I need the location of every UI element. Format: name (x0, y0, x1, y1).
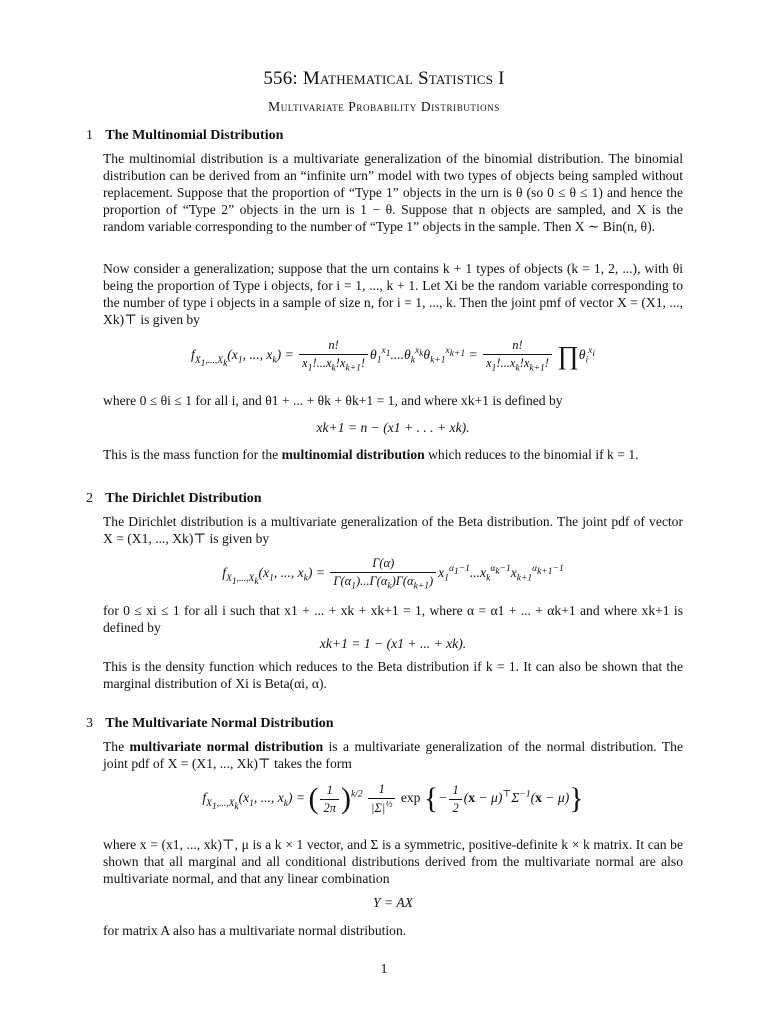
document-title (0, 68, 768, 90)
course-title: Mathematical Statistics I (302, 68, 505, 89)
equation-mvn-pdf: $f_{X_1,...,X_k}(x_1$, ..., $x_k$) = ( $\frac{1}{2\pi}$ )$^{k/2}$ $\frac{1}{|\Sigma|^{\frac{1}{2}}}$ exp {− $\frac{1}{2}$ $(x - \mu)^⊤\Sigma^{-1}(x - \mu)$} (202, 782, 584, 816)
page-number: 1 (380, 962, 388, 977)
equation-dirichlet-pdf: $f_{X_1,...,X_k}(x_1$, ..., $x_k$) = $\frac{\Gamma(\alpha)}{\Gamma(\alpha_1)...\Gamma(\alpha_k)\Gamma(\alpha_{k+1})}$ $x_1^{\alpha_1-1}...x_k^{\alpha_k-1}x_{k+1}^{\alpha_{k+1}-1}$ (222, 556, 564, 592)
equation-linear-combination: Y = AX (373, 895, 413, 910)
paragraph: where 0 ≤ θi ≤ 1 for all i, and θ1 + ... + θk + θk+1 = 1, and where xk+1 is defined by (103, 393, 563, 408)
paragraph: for matrix A also has a multivariate normal distribution. (103, 923, 407, 938)
section-heading-1 (86, 128, 283, 144)
section-title: The Dirichlet Distribution (105, 491, 262, 506)
paragraph: The multinomial distribution is a multivariate generalization of the binomial distribution. The binomial distribution can be derived from an “infinite urn” model with two types of objects being sampled without replacement. Suppose that the proportion of “Type 1” objects in the urn is θ (so 0 ≤ θ ≤ 1) and hence the proportion of “Type 2” objects in the urn is 1 − θ. Suppose that n objects are sampled, and X is the random variable corresponding to the number of “Type 1” objects in the sample. Then X ∼ Bin(n, θ). (103, 151, 683, 234)
section-number: 1 (86, 128, 93, 143)
bold-term: multinomial distribution (281, 447, 425, 462)
paragraph: where x = (x1, ..., xk)⊤, μ is a k × 1 vector, and Σ is a symmetric, positive-definite k × k matrix. It can be shown that all marginal and all conditional distributions derived from the multivariate normal are also multivariate normal, and that any linear combination (103, 837, 683, 886)
equation-multinomial-pmf: $f_{X_1,...,X_k}(x_1$, ..., $x_k$) = $\frac{n!}{x_1!...x_k!x_{k+1}!}$ $\theta_1^{x_1}....\theta_k^{x_k}\theta_{k+1}^{x_{k+1}}$ = $\frac{n!}{x_1!...x_k!x_{k+1}!}$ $\prod\theta_i^{x_i}$ (191, 338, 595, 374)
equation-xk1: xk+1 = 1 − (x1 + ... + xk). (319, 636, 467, 651)
section-number: 3 (86, 716, 93, 731)
paragraph (103, 446, 683, 463)
text: This is the mass function for the (103, 447, 282, 462)
course-number: 556: (263, 68, 298, 89)
section-heading-3 (86, 716, 334, 732)
bold-term: multivariate normal distribution (129, 739, 324, 754)
section-heading-2 (86, 491, 262, 507)
paragraph: for 0 ≤ xi ≤ 1 for all i such that x1 + ... + xk + xk+1 = 1, where α = α1 + ... + αk+1 and where xk+1 is defined by (103, 603, 683, 635)
text: is a multivariate generalization of the normal distribution. The joint pdf of X = (X1, ..., Xk)⊤ takes the form (103, 739, 683, 771)
paragraph: Now consider a generalization; suppose that the urn contains k + 1 types of objects (k = 1, 2, ...), with θi being the proportion of Type i objects, for i = 1, ..., k + 1. Let Xi be the random variable corresponding to the number of type i objects in a sample of size n, for i = 1, ..., k. Then the joint pmf of vector X = (X1, ..., Xk)⊤ is given by (103, 261, 683, 327)
text: which reduces to the binomial if k = 1. (424, 447, 639, 462)
text: The (103, 739, 130, 754)
section-title: The Multinomial Distribution (105, 128, 284, 143)
equation-xk1: xk+1 = n − (x1 + . . . + xk). (316, 420, 470, 435)
section-title: The Multivariate Normal Distribution (105, 716, 334, 731)
paragraph (103, 738, 683, 772)
paragraph: The Dirichlet distribution is a multivariate generalization of the Beta distribution. The joint pdf of vector X = (X1, ..., Xk)⊤ is given by (103, 514, 683, 546)
document-subtitle: Multivariate Probability Distributions (268, 99, 500, 114)
section-number: 2 (86, 491, 93, 506)
paragraph: This is the density function which reduces to the Beta distribution if k = 1. It can also be shown that the marginal distribution of Xi is Beta(αi, α). (103, 659, 683, 691)
